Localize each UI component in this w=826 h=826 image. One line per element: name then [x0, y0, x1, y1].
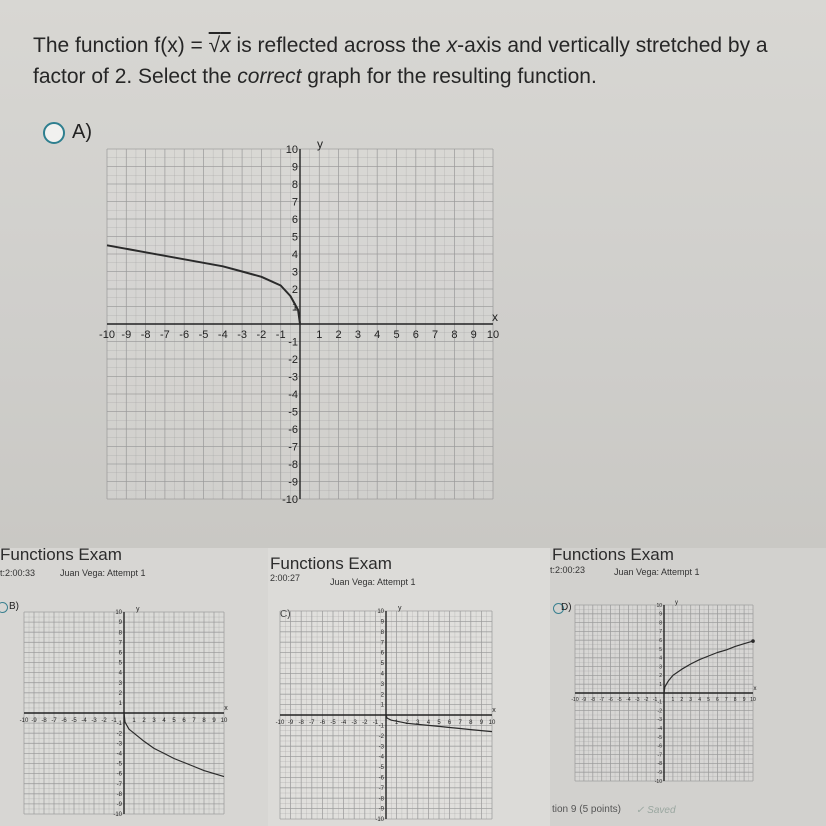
- curve-endpoint: [751, 639, 755, 643]
- y-tick-label: -7: [657, 752, 662, 759]
- y-tick-label: 6: [118, 650, 122, 657]
- x-tick-label: 6: [182, 718, 186, 724]
- y-tick-label: -5: [378, 765, 384, 772]
- y-axis-label: y: [317, 137, 323, 151]
- y-tick-label: -1: [116, 721, 122, 728]
- x-tick-label: -5: [330, 720, 336, 726]
- x-tick-label: -4: [340, 720, 347, 726]
- x-tick-label: 9: [212, 718, 216, 724]
- question-part-2: is reflected across the: [230, 34, 447, 57]
- option-a-label[interactable]: A): [72, 121, 92, 143]
- y-tick-label: -7: [116, 781, 122, 788]
- y-tick-label: 6: [659, 637, 662, 644]
- x-tick-label: 4: [426, 720, 431, 726]
- x-tick-label: -2: [362, 720, 368, 726]
- y-tick-label: -9: [288, 476, 298, 489]
- x-tick-label: -8: [41, 718, 47, 724]
- y-tick-label: -1: [657, 699, 662, 706]
- x-tick-label: 1: [132, 718, 136, 724]
- radicand: x: [220, 34, 231, 57]
- x-axis-label: x: [224, 705, 228, 712]
- x-tick-label: 5: [393, 329, 400, 341]
- y-tick-label: 9: [291, 161, 298, 174]
- x-tick-label: 7: [724, 697, 728, 703]
- y-tick-label: -4: [288, 388, 298, 401]
- x-tick-label: -6: [179, 329, 190, 341]
- sqrt-symbol: √x: [208, 34, 231, 57]
- x-tick-label: -3: [237, 329, 247, 341]
- y-tick-label: 10: [377, 609, 384, 616]
- y-tick-label: -1: [288, 336, 298, 349]
- axis-word: x: [446, 34, 458, 57]
- question-part-1: The function f(x) =: [33, 34, 209, 57]
- y-tick-label: 1: [118, 701, 122, 707]
- y-axis-label: y: [136, 606, 140, 613]
- x-tick-label: 6: [412, 329, 419, 341]
- y-tick-label: -9: [116, 802, 122, 808]
- x-tick-label: -2: [256, 329, 267, 341]
- panel-title: Functions Exam: [552, 548, 674, 564]
- y-tick-label: -10: [282, 493, 298, 506]
- y-tick-label: -7: [288, 441, 298, 454]
- x-tick-label: 9: [479, 720, 484, 726]
- x-tick-label: 1: [394, 720, 399, 726]
- x-tick-label: 1: [316, 329, 323, 341]
- panel-student: Juan Vega: Attempt 1: [614, 567, 700, 577]
- y-tick-label: -8: [378, 796, 384, 803]
- y-tick-label: 1: [659, 681, 662, 688]
- x-tick-label: 3: [689, 697, 693, 703]
- y-tick-label: -2: [657, 708, 662, 715]
- x-tick-label: 4: [698, 697, 701, 703]
- x-tick-label: -5: [71, 718, 77, 724]
- x-tick-label: 2: [680, 697, 684, 703]
- y-tick-label: -2: [288, 353, 298, 366]
- y-tick-label: 8: [118, 630, 122, 637]
- x-tick-label: 10: [488, 720, 496, 726]
- y-tick-label: 7: [380, 640, 384, 647]
- x-tick-label: -8: [590, 697, 596, 703]
- x-tick-label: 10: [220, 718, 228, 724]
- x-tick-label: -10: [275, 720, 285, 726]
- x-tick-label: -8: [140, 329, 151, 341]
- x-tick-label: 2: [405, 720, 409, 726]
- x-tick-label: 7: [458, 720, 462, 726]
- y-tick-label: 9: [659, 611, 662, 618]
- y-tick-label: -8: [116, 791, 122, 798]
- y-tick-label: -5: [288, 406, 298, 419]
- x-tick-label: -5: [617, 697, 622, 703]
- y-tick-label: 2: [291, 283, 298, 296]
- x-tick-label: -8: [298, 720, 304, 726]
- x-axis-label: x: [492, 310, 498, 324]
- x-tick-label: -6: [608, 697, 613, 703]
- x-tick-label: 1: [671, 697, 675, 703]
- y-tick-label: -3: [288, 371, 298, 384]
- x-tick-label: -9: [287, 720, 294, 726]
- x-tick-label: -7: [51, 718, 57, 724]
- y-tick-label: 4: [659, 655, 662, 662]
- x-tick-label: -2: [101, 718, 107, 724]
- y-tick-label: 8: [380, 629, 384, 636]
- y-tick-label: -9: [657, 769, 662, 776]
- x-tick-label: 8: [733, 697, 737, 703]
- y-tick-label: -6: [657, 743, 662, 750]
- y-tick-label: 8: [291, 178, 298, 191]
- panel-student: Juan Vega: Attempt 1: [330, 577, 416, 587]
- x-tick-label: -3: [635, 697, 640, 703]
- y-tick-label: 10: [285, 143, 298, 156]
- x-tick-label: 3: [416, 720, 420, 726]
- y-tick-label: -2: [116, 731, 122, 738]
- y-tick-label: 2: [118, 690, 122, 697]
- y-tick-label: 6: [380, 650, 384, 657]
- x-tick-label: -1: [275, 329, 286, 341]
- y-tick-label: 4: [380, 671, 384, 678]
- question-part-3: -axis and vertically stretched by a factor of 2. Select the: [33, 34, 768, 88]
- y-tick-label: 2: [659, 673, 662, 680]
- x-tick-label: -4: [626, 697, 631, 703]
- option-d-label[interactable]: D): [561, 602, 572, 613]
- x-tick-label: 10: [486, 329, 500, 341]
- y-tick-label: -6: [378, 775, 384, 782]
- y-tick-label: 3: [118, 680, 122, 687]
- x-tick-label: 3: [354, 329, 361, 341]
- y-tick-label: 9: [380, 619, 384, 626]
- y-tick-label: 1: [291, 301, 298, 314]
- question-part-4: graph for the resulting function.: [301, 65, 597, 88]
- y-tick-label: -8: [288, 458, 298, 471]
- y-tick-label: 3: [380, 681, 384, 688]
- x-tick-label: 5: [437, 720, 441, 726]
- y-tick-label: 9: [118, 620, 122, 627]
- x-tick-label: 2: [142, 718, 146, 724]
- x-tick-label: 7: [192, 718, 196, 724]
- y-axis-label: y: [398, 605, 402, 612]
- y-tick-label: 7: [118, 640, 122, 647]
- x-tick-label: 8: [469, 720, 473, 726]
- y-tick-label: -8: [657, 761, 662, 768]
- x-tick-label: -10: [19, 718, 29, 724]
- y-tick-label: 3: [659, 664, 662, 671]
- y-tick-label: 4: [291, 248, 298, 261]
- x-axis-label: x: [753, 686, 757, 692]
- y-tick-label: -7: [378, 785, 384, 792]
- y-tick-label: 2: [380, 692, 384, 699]
- panel-title: Functions Exam: [0, 548, 122, 564]
- x-tick-label: -3: [351, 720, 357, 726]
- y-tick-label: -4: [116, 751, 122, 758]
- saved-status: ✓ Saved: [636, 805, 676, 816]
- x-tick-label: -2: [643, 697, 649, 703]
- x-tick-label: -10: [99, 329, 115, 341]
- x-tick-label: -4: [217, 329, 228, 341]
- panel-student: Juan Vega: Attempt 1: [60, 568, 146, 578]
- panel-timer: t:2:00:23: [550, 565, 586, 575]
- x-tick-label: -7: [160, 329, 170, 341]
- x-tick-label: -9: [31, 718, 37, 724]
- x-tick-label: 4: [162, 718, 166, 724]
- y-tick-label: 5: [118, 660, 122, 667]
- y-tick-label: -3: [116, 741, 122, 748]
- panel-timer: t:2:00:33: [0, 568, 36, 578]
- x-tick-label: 7: [432, 329, 439, 341]
- panel-timer: 2:00:27: [270, 573, 301, 583]
- y-tick-label: -2: [378, 733, 384, 740]
- x-axis-label: x: [492, 707, 496, 714]
- y-tick-label: 5: [291, 231, 298, 244]
- y-tick-label: -6: [116, 771, 122, 778]
- y-axis-label: y: [675, 600, 678, 606]
- y-tick-label: 8: [659, 620, 662, 627]
- y-tick-label: -4: [657, 725, 662, 732]
- x-tick-label: 8: [202, 718, 206, 724]
- x-tick-label: -4: [81, 718, 87, 724]
- x-tick-label: -7: [309, 720, 315, 726]
- y-tick-label: -1: [378, 723, 384, 730]
- x-tick-label: -3: [91, 718, 97, 724]
- y-tick-label: 10: [656, 602, 662, 609]
- y-tick-label: 4: [118, 670, 122, 677]
- y-tick-label: 10: [115, 610, 122, 617]
- y-tick-label: -5: [657, 734, 662, 741]
- y-tick-label: -5: [116, 761, 122, 768]
- x-tick-label: -10: [571, 697, 579, 703]
- y-tick-label: -6: [288, 423, 298, 436]
- x-tick-label: -9: [121, 329, 132, 341]
- y-tick-label: 1: [380, 702, 384, 709]
- x-tick-label: -5: [198, 329, 209, 341]
- y-tick-label: 7: [291, 196, 298, 209]
- y-tick-label: 3: [291, 266, 298, 279]
- x-tick-label: -1: [111, 718, 117, 724]
- y-tick-label: 6: [291, 213, 298, 226]
- y-tick-label: -10: [654, 778, 662, 785]
- panel-title: Functions Exam: [270, 554, 392, 573]
- question-info: tion 9 (5 points): [552, 804, 621, 815]
- x-tick-label: 2: [335, 329, 342, 341]
- y-tick-label: -9: [378, 806, 384, 813]
- x-tick-label: 9: [742, 697, 746, 703]
- y-tick-label: -10: [375, 817, 384, 824]
- x-tick-label: -7: [599, 697, 604, 703]
- x-tick-label: -1: [652, 697, 658, 703]
- x-tick-label: 4: [374, 329, 381, 341]
- x-tick-label: -6: [319, 720, 326, 726]
- x-tick-label: -6: [61, 718, 67, 724]
- y-tick-label: 5: [659, 646, 662, 653]
- x-tick-label: 10: [750, 697, 756, 703]
- correct-word: correct: [237, 65, 302, 88]
- y-tick-label: -3: [657, 717, 662, 724]
- y-tick-label: -4: [378, 754, 384, 761]
- x-tick-label: 6: [447, 720, 452, 726]
- y-tick-label: -10: [113, 812, 122, 819]
- option-b-label[interactable]: B): [9, 601, 19, 612]
- y-tick-label: 7: [659, 629, 662, 636]
- x-tick-label: -1: [372, 720, 379, 726]
- x-tick-label: 8: [451, 329, 458, 341]
- x-tick-label: 3: [152, 718, 156, 724]
- x-tick-label: 5: [707, 697, 710, 703]
- x-tick-label: -9: [581, 697, 587, 703]
- y-tick-label: 5: [380, 661, 384, 668]
- y-tick-label: -3: [378, 744, 384, 751]
- x-tick-label: 6: [716, 697, 719, 703]
- x-tick-label: 9: [470, 329, 477, 341]
- x-tick-label: 5: [172, 718, 176, 724]
